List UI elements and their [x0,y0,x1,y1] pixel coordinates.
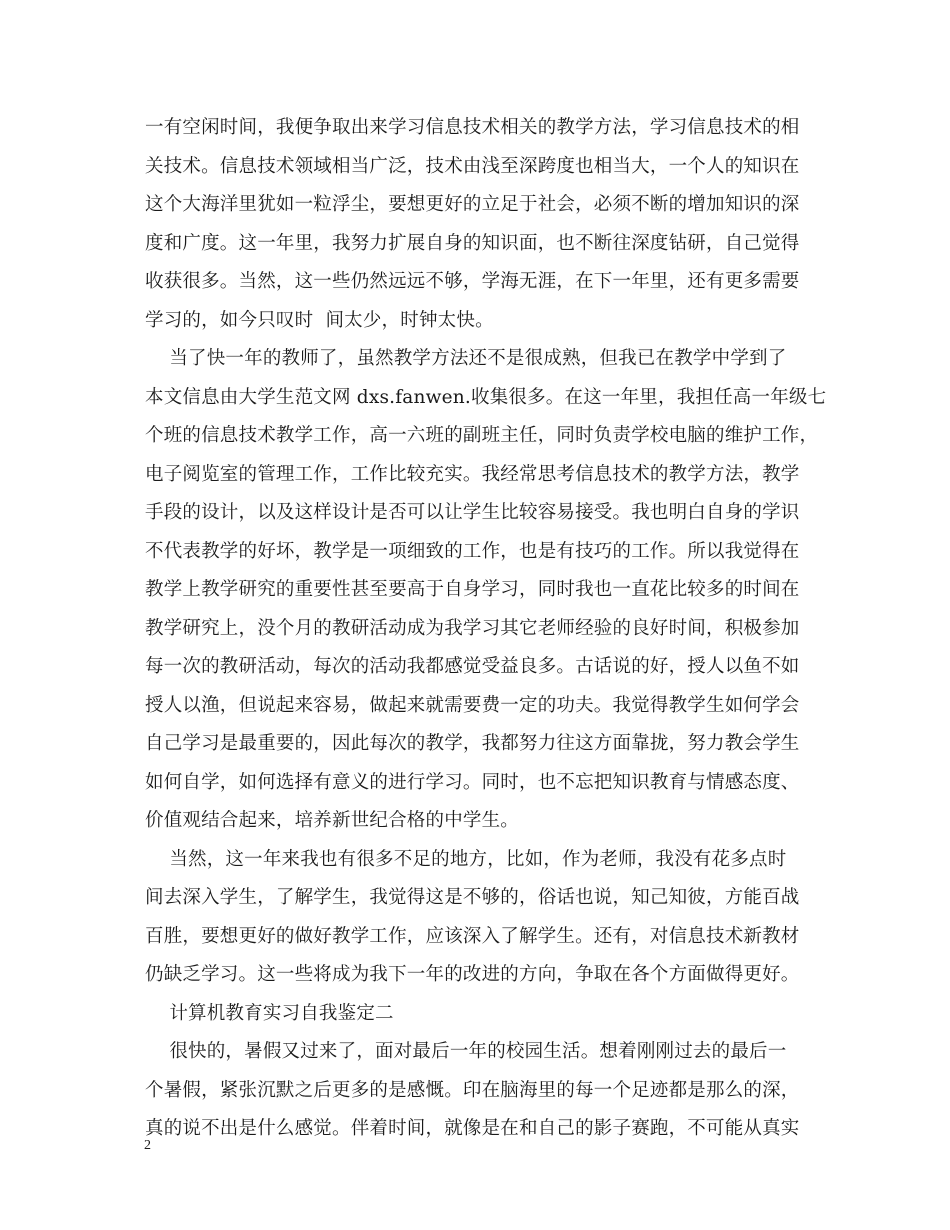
text-line: 很快的，暑假又过来了，面对最后一年的校园生活。想着刚刚过去的最后一 [145,1041,787,1062]
text-line: 仍缺乏学习。这一些将成为我下一年的改进的方向，争取在各个方面做得更好。 [145,964,800,985]
text-line: 一有空闲时间，我便争取出来学习信息技术相关的教学方法，学习信息技术的相 [145,117,800,138]
text-line: 教学研究上，没个月的教研活动成为我学习其它老师经验的良好时间，积极参加 [145,617,800,639]
text-line: 手段的设计，以及这样设计是否可以让学生比较容易接受。我也明白自身的学识 [145,502,800,523]
text-line: 真的说不出是什么感觉。伴着时间，就像是在和自己的影子赛跑，不可能从真实 [145,1118,800,1139]
text-line: 每一次的教研活动，每次的活动我都感觉受益良多。古话说的好，授人以鱼不如 [145,656,800,677]
text-line: 当了快一年的教师了，虽然教学方法还不是很成熟，但我已在教学中学到了 [145,348,787,369]
text-line: 授人以渔，但说起来容易，做起来就需要费一定的功夫。我觉得教学生如何学会 [145,694,800,716]
text-line: 这个大海洋里犹如一粒浮尘，要想更好的立足于社会，必须不断的增加知识的深 [145,194,800,215]
text-line: 当然，这一年来我也有很多不足的地方，比如，作为老师，我没有花多点时 [145,848,787,870]
text-line: 价值观结合起来，培养新世纪合格的中学生。 [145,810,520,831]
text-line: 百胜，要想更好的做好教学工作，应该深入了解学生。还有，对信息技术新教材 [145,925,800,947]
text-line: 教学上教学研究的重要性甚至要高于自身学习，同时我也一直花比较多的时间在 [145,579,800,600]
text-line: 本文信息由大学生范文网 dxs.fanwen.收集很多。在这一年里，我担任高一年级七 [145,386,827,408]
text-line: 电子阅览室的管理工作，工作比较充实。我经常思考信息技术的教学方法，教学 [145,463,800,485]
text-line: 不代表教学的好坏，教学是一项细致的工作，也是有技巧的工作。所以我觉得在 [145,540,800,562]
text-line: 个班的信息技术教学工作，高一六班的副班主任，同时负责学校电脑的维护工作， [145,425,819,446]
text-line: 间去深入学生，了解学生，我觉得这是不够的，俗话也说，知己知彼，方能百战 [145,887,800,908]
text-line: 计算机教育实习自我鉴定二 [145,1002,394,1024]
text-line: 如何自学，如何选择有意义的进行学习。同时，也不忘把知识教育与情感态度、 [145,771,800,793]
text-line: 度和广度。这一年里，我努力扩展自身的知识面，也不断往深度钻研，自己觉得 [145,232,800,254]
text-line: 关技术。信息技术领域相当广泛，技术由浅至深跨度也相当大，一个人的知识在 [145,155,800,177]
text-line: 自己学习是最重要的，因此每次的教学，我都努力往这方面靠拢，努力教会学生 [145,733,800,754]
text-line: 收获很多。当然，这一些仍然远远不够，学海无涯，在下一年里，还有更多需要 [145,271,800,292]
text-line: 学习的，如今只叹时 间太少，时钟太快。 [145,309,494,331]
page-number: 2 [144,1138,151,1153]
text-line: 个暑假，紧张沉默之后更多的是感慨。印在脑海里的每一个足迹都是那么的深， [145,1079,800,1101]
